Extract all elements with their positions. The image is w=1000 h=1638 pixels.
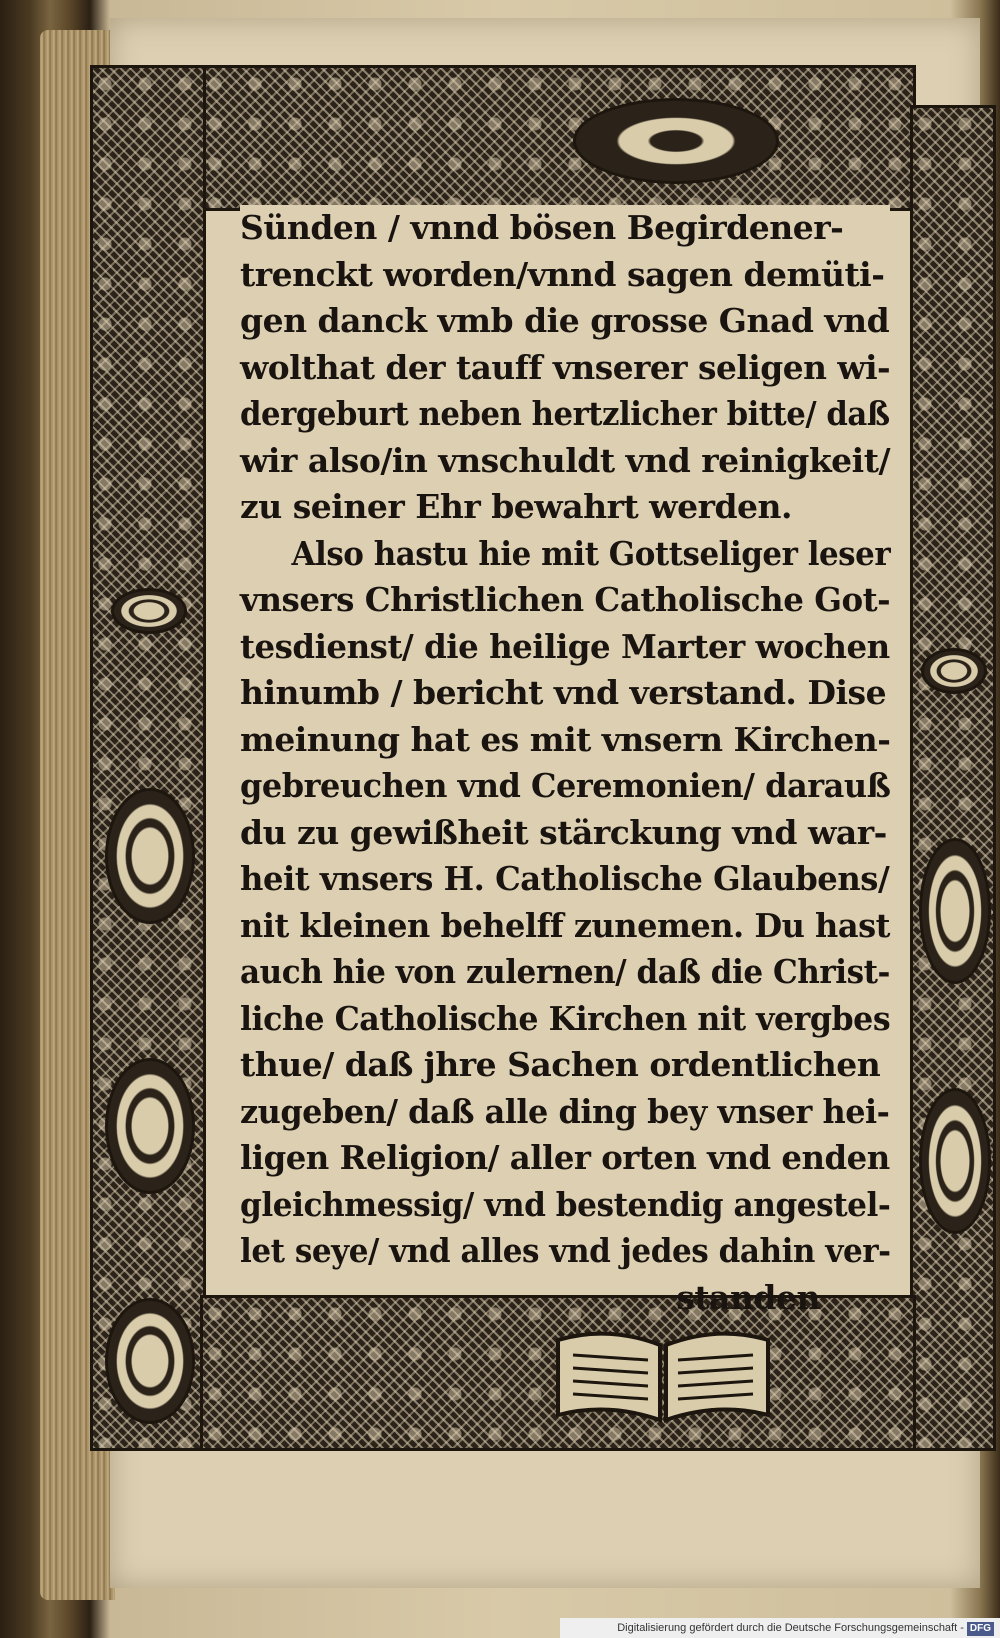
text-line: wolthat der tauff vnserer seligen wi- — [240, 347, 891, 387]
text-line: ligen Religion/ aller orten vnd enden — [240, 1138, 890, 1177]
text-line: hinumb / bericht vnd verstand. Dise — [240, 673, 887, 712]
open-book-icon — [548, 1320, 778, 1430]
digitization-credit — [560, 1618, 1000, 1638]
text-line: tesdienst/ die heilige Marter wochen — [240, 626, 890, 666]
text-line: heit vnsers H. Catholische Glaubens/ — [240, 859, 890, 898]
woodcut-top-panel — [200, 65, 916, 211]
text-line: gebreuchen vnd Ceremonien/ darauß — [240, 766, 891, 805]
dfg-logo: DFG — [967, 1622, 994, 1636]
cartouche-ornament — [573, 98, 779, 184]
medallion-ornament — [919, 838, 991, 984]
text-line: thue/ daß jhre Sachen ordentlichen — [240, 1045, 881, 1084]
medallion-ornament — [921, 648, 987, 694]
medallion-ornament — [111, 588, 187, 634]
medallion-ornament — [105, 1298, 195, 1424]
text-line: gen danck vmb die grosse Gnad vnd — [240, 301, 890, 340]
medallion-ornament — [919, 1088, 991, 1234]
text-block — [240, 205, 891, 1317]
text-line: nit kleinen behelff zunemen. Du hast — [240, 905, 890, 945]
text-line: meinung hat es mit vnsern Kirchen- — [240, 719, 891, 759]
text-line: vnsers Christlichen Catholische Got- — [240, 580, 891, 619]
text-line: let seye/ vnd alles vnd jedes dahin ver- — [240, 1231, 891, 1270]
text-line: trenckt worden/vnnd sagen demüti- — [240, 254, 885, 294]
text-line: Also hastu hie mit Gottseliger leser — [291, 533, 891, 573]
text-line: wir also/in vnschuldt vnd reinigkeit/ — [240, 440, 891, 480]
text-line: zugeben/ daß alle ding bey vnser hei- — [240, 1091, 890, 1131]
text-line: zu seiner Ehr bewahrt werden. — [240, 487, 793, 526]
text-line: dergeburt neben hertzlicher bitte/ daß — [240, 394, 890, 433]
catchword: standen — [676, 1277, 820, 1317]
medallion-ornament — [105, 1058, 195, 1194]
medallion-ornament — [105, 788, 195, 924]
credit-text: Digitalisierung gefördert durch die Deutsche Forschungsgemeinschaft - — [617, 1622, 964, 1634]
text-line: liche Catholische Kirchen nit vergbes — [240, 998, 891, 1038]
woodcut-left-panel — [90, 65, 206, 1451]
text-line: gleichmessig/ vnd bestendig angestel- — [240, 1184, 891, 1224]
text-line: du zu gewißheit stärckung vnd war- — [240, 812, 887, 852]
text-line: Sünden / vnnd bösen Begirdener- — [240, 208, 844, 247]
text-line: auch hie von zulernen/ daß die Christ- — [240, 952, 890, 991]
woodcut-right-panel — [910, 105, 996, 1451]
